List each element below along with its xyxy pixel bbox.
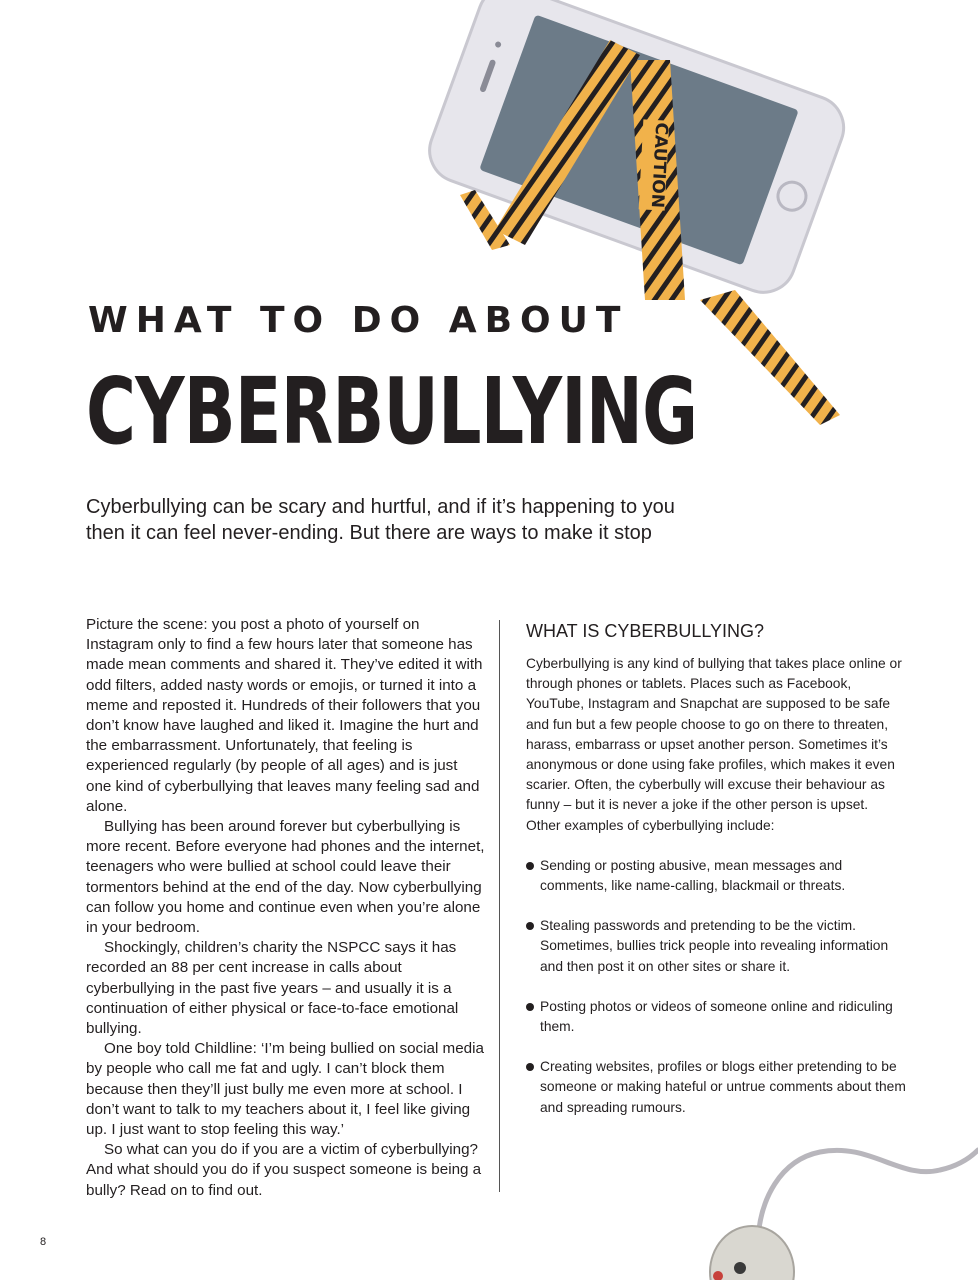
standfirst-line: Cyberbullying can be scary and hurtful, and if it’s happening to you — [86, 496, 675, 518]
sidebar-box — [526, 618, 906, 1138]
page-title: CYBERBULLYING — [86, 358, 698, 465]
caution-tape-label: CAUTION — [646, 122, 672, 209]
body-paragraph: Bullying has been around forever but cyberbullying is more recent. Before everyone had phones and the internet, teenagers who were bullied at school could leave their tormentors behind at the end of the day. Now cyberbullying can follow you home and continue even when you’re alone in your bedroom. — [86, 818, 485, 937]
list-item: Stealing passwords and pretending to be the victim. Sometimes, bullies trick people into revealing information and then post it on other sites or share it. — [526, 916, 906, 977]
body-paragraph: Shockingly, children’s charity the NSPCC says it has recorded an 88 per cent increase in calls about cyberbullying in the past five years – and usually it is a continuation of either physical or face-to-face emotional bullying. — [86, 939, 459, 1038]
standfirst — [86, 494, 726, 546]
article-body — [86, 615, 486, 1201]
mouse-cable — [758, 1150, 978, 1240]
sidebar-heading: WHAT IS CYBERBULLYING? — [526, 621, 765, 641]
body-paragraph: One boy told Childline: ‘I’m being bullied on social media by people who call me fat and ugly. I can’t block them because then they’ll just bully me even more at school. I don’t want to talk to my teachers about it, I feel like giving up. I just want to stop feeling this way.’ — [86, 1040, 484, 1139]
standfirst-line: then it can feel never-ending. But there are ways to make it stop — [86, 522, 652, 544]
sidebar-intro: Cyberbullying is any kind of bullying that takes place online or through phones or tablets. Places such as Facebook, YouTube, Instagram and Snapchat are supposed to be safe and fun but a few people choose to go on there to threaten, harass, embarrass or upset another person. Sometimes it’s anonymous or done using fake profiles, which makes it even scarier. Often, the cyberbully will excuse their behaviour as funny – but it is never a joke if the other person is upset. Other examples of cyberbullying include: — [526, 656, 902, 833]
list-item: Creating websites, profiles or blogs either pretending to be someone or making hateful or untrue comments about them and spreading rumours. — [526, 1057, 906, 1118]
list-item: Posting photos or videos of someone online and ridiculing them. — [526, 997, 906, 1037]
mouse-body — [710, 1226, 794, 1280]
page-number: 8 — [40, 1236, 47, 1248]
examples-list — [526, 856, 906, 1118]
column-divider — [499, 620, 500, 1192]
kicker-heading: WHAT TO DO ABOUT — [88, 300, 629, 341]
caution-tape-strip — [700, 290, 840, 425]
body-paragraph: So what can you do if you are a victim of cyberbullying? And what should you do if you suspect someone is being a bully? Read on to find out. — [86, 1141, 482, 1199]
computer-mouse-illustration — [690, 1140, 978, 1280]
list-item: Sending or posting abusive, mean messages and comments, like name-calling, blackmail or threats. — [526, 856, 906, 896]
body-paragraph: Picture the scene: you post a photo of yourself on Instagram only to find a few hours later that someone has made mean comments and shared it. They’ve edited it with odd filters, added nasty words or emojis, or turned it into a meme and reposted it. Hundreds of their followers that you don’t know have laughed and liked it. Imagine the hurt and the embarrassment. Unfortunately, that feeling is experienced regularly (by people of all ages) and is just one kind of cyberbullying that leaves many feeling sad and alone. — [86, 616, 483, 815]
